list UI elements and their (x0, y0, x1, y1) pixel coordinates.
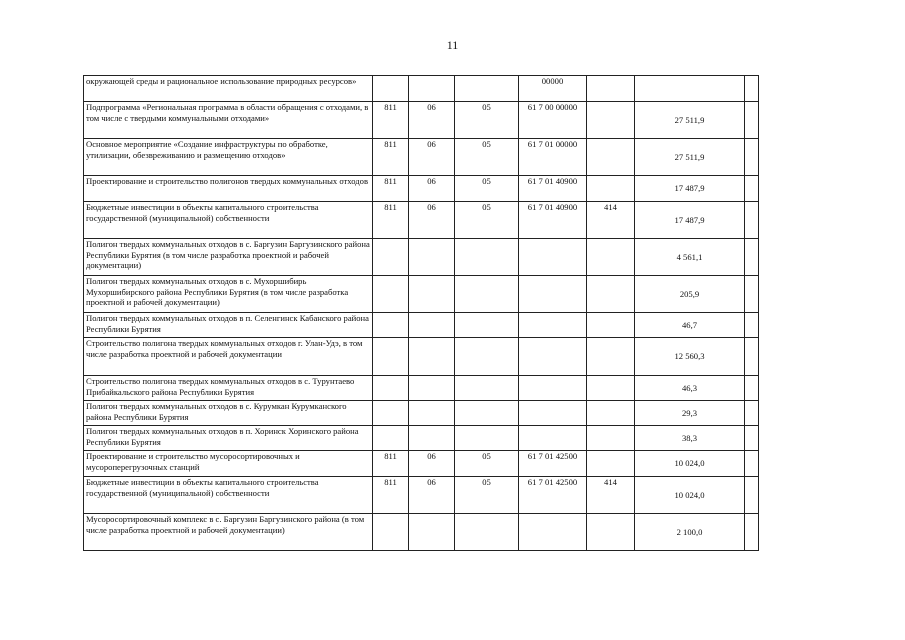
table-row (84, 338, 759, 376)
subsection-code-cell (455, 514, 519, 551)
amount-cell: 27 511,9 (635, 102, 745, 139)
amount-cell: 46,7 (635, 313, 745, 338)
section-code-cell: 06 (409, 477, 455, 514)
table-row (84, 139, 759, 176)
item-name-cell: Полигон твердых коммунальных отходов в с. Баргузин Баргузинского района Республики Бурятия (в том числе разработка проектной и рабочей документации) (84, 239, 373, 276)
expense-code-cell (587, 376, 635, 401)
section-code-cell: 06 (409, 176, 455, 202)
subsection-code-cell (455, 401, 519, 426)
amount-cell: 205,9 (635, 276, 745, 313)
budget-table (83, 75, 759, 551)
ministry-code-cell (373, 401, 409, 426)
item-name-cell: Бюджетные инвестиции в объекты капитального строительства государственной (муниципальной) собственности (84, 202, 373, 239)
subsection-code-cell (455, 313, 519, 338)
ministry-code-cell: 811 (373, 176, 409, 202)
table-row (84, 102, 759, 139)
extra-cell (745, 451, 759, 477)
amount-cell: 12 560,3 (635, 338, 745, 376)
table-row (84, 477, 759, 514)
amount-cell: 2 100,0 (635, 514, 745, 551)
target-code-cell: 61 7 00 00000 (519, 102, 587, 139)
table-row (84, 451, 759, 477)
subsection-code-cell: 05 (455, 202, 519, 239)
section-code-cell (409, 426, 455, 451)
target-code-cell (519, 276, 587, 313)
ministry-code-cell (373, 376, 409, 401)
table-row (84, 401, 759, 426)
section-code-cell (409, 313, 455, 338)
section-code-cell (409, 239, 455, 276)
item-name-cell: Бюджетные инвестиции в объекты капитального строительства государственной (муниципальной) собственности (84, 477, 373, 514)
extra-cell (745, 102, 759, 139)
subsection-code-cell (455, 338, 519, 376)
ministry-code-cell: 811 (373, 477, 409, 514)
item-name-cell: Строительство полигона твердых коммунальных отходов г. Улан-Удэ, в том числе разработка проектной и рабочей документации (84, 338, 373, 376)
extra-cell (745, 176, 759, 202)
ministry-code-cell: 811 (373, 102, 409, 139)
expense-code-cell: 414 (587, 477, 635, 514)
subsection-code-cell (455, 239, 519, 276)
target-code-cell (519, 239, 587, 276)
target-code-cell (519, 376, 587, 401)
extra-cell (745, 202, 759, 239)
table-row (84, 239, 759, 276)
table-row (84, 276, 759, 313)
extra-cell (745, 514, 759, 551)
amount-cell: 46,3 (635, 376, 745, 401)
expense-code-cell (587, 451, 635, 477)
section-code-cell: 06 (409, 451, 455, 477)
section-code-cell (409, 376, 455, 401)
ministry-code-cell: 811 (373, 451, 409, 477)
extra-cell (745, 276, 759, 313)
section-code-cell (409, 338, 455, 376)
ministry-code-cell: 811 (373, 202, 409, 239)
ministry-code-cell (373, 276, 409, 313)
section-code-cell: 06 (409, 202, 455, 239)
extra-cell (745, 76, 759, 102)
extra-cell (745, 376, 759, 401)
item-name-cell: Строительство полигона твердых коммунальных отходов в с. Турунтаево Прибайкальского района Республики Бурятия (84, 376, 373, 401)
budget-table-body (84, 76, 759, 551)
item-name-cell: Основное мероприятие «Создание инфраструктуры по обработке, утилизации, обезвреживанию и размещению отходов» (84, 139, 373, 176)
extra-cell (745, 239, 759, 276)
extra-cell (745, 426, 759, 451)
amount-cell: 17 487,9 (635, 176, 745, 202)
extra-cell (745, 477, 759, 514)
extra-cell (745, 338, 759, 376)
table-row (84, 313, 759, 338)
item-name-cell: Проектирование и строительство мусоросортировочных и мусороперегрузочных станций (84, 451, 373, 477)
subsection-code-cell (455, 426, 519, 451)
ministry-code-cell (373, 313, 409, 338)
table-row (84, 202, 759, 239)
subsection-code-cell: 05 (455, 102, 519, 139)
amount-cell: 29,3 (635, 401, 745, 426)
section-code-cell (409, 276, 455, 313)
amount-cell: 38,3 (635, 426, 745, 451)
table-row (84, 514, 759, 551)
section-code-cell: 06 (409, 139, 455, 176)
target-code-cell: 61 7 01 42500 (519, 477, 587, 514)
amount-cell: 10 024,0 (635, 477, 745, 514)
amount-cell: 27 511,9 (635, 139, 745, 176)
amount-cell: 10 024,0 (635, 451, 745, 477)
extra-cell (745, 139, 759, 176)
expense-code-cell (587, 401, 635, 426)
extra-cell (745, 401, 759, 426)
item-name-cell: Полигон твердых коммунальных отходов в п. Селенгинск Кабанского района Республики Бурятия (84, 313, 373, 338)
ministry-code-cell (373, 76, 409, 102)
table-row (84, 426, 759, 451)
section-code-cell (409, 76, 455, 102)
section-code-cell (409, 514, 455, 551)
target-code-cell: 61 7 01 00000 (519, 139, 587, 176)
expense-code-cell (587, 313, 635, 338)
subsection-code-cell: 05 (455, 176, 519, 202)
target-code-cell: 61 7 01 42500 (519, 451, 587, 477)
ministry-code-cell: 811 (373, 139, 409, 176)
ministry-code-cell (373, 514, 409, 551)
expense-code-cell (587, 426, 635, 451)
target-code-cell (519, 426, 587, 451)
expense-code-cell (587, 102, 635, 139)
page-number: 11 (446, 38, 459, 52)
target-code-cell: 61 7 01 40900 (519, 202, 587, 239)
ministry-code-cell (373, 239, 409, 276)
expense-code-cell (587, 239, 635, 276)
item-name-cell: Полигон твердых коммунальных отходов в п. Хоринск Хоринского района Республики Бурятия (84, 426, 373, 451)
amount-cell: 4 561,1 (635, 239, 745, 276)
table-row (84, 176, 759, 202)
table-row (84, 376, 759, 401)
subsection-code-cell: 05 (455, 139, 519, 176)
extra-cell (745, 313, 759, 338)
amount-cell: 17 487,9 (635, 202, 745, 239)
expense-code-cell (587, 139, 635, 176)
subsection-code-cell (455, 276, 519, 313)
subsection-code-cell (455, 376, 519, 401)
ministry-code-cell (373, 338, 409, 376)
expense-code-cell (587, 338, 635, 376)
item-name-cell: Мусоросортировочный комплекс в с. Баргузин Баргузинского района (в том числе разработка проектной и рабочей документации) (84, 514, 373, 551)
expense-code-cell (587, 76, 635, 102)
target-code-cell (519, 401, 587, 426)
subsection-code-cell (455, 76, 519, 102)
target-code-cell (519, 514, 587, 551)
table-row (84, 76, 759, 102)
expense-code-cell: 414 (587, 202, 635, 239)
amount-cell (635, 76, 745, 102)
target-code-cell: 61 7 01 40900 (519, 176, 587, 202)
section-code-cell (409, 401, 455, 426)
expense-code-cell (587, 514, 635, 551)
item-name-cell: Подпрограмма «Региональная программа в области обращения с отходами, в том числе с твердыми коммунальными отходами» (84, 102, 373, 139)
expense-code-cell (587, 276, 635, 313)
item-name-cell: Проектирование и строительство полигонов твердых коммунальных отходов (84, 176, 373, 202)
target-code-cell (519, 313, 587, 338)
ministry-code-cell (373, 426, 409, 451)
target-code-cell: 00000 (519, 76, 587, 102)
item-name-cell: Полигон твердых коммунальных отходов в с. Мухоршибирь Мухоршибирского района Республики Бурятия (в том числе разработка проектной и рабочей документации) (84, 276, 373, 313)
section-code-cell: 06 (409, 102, 455, 139)
expense-code-cell (587, 176, 635, 202)
subsection-code-cell: 05 (455, 451, 519, 477)
target-code-cell (519, 338, 587, 376)
item-name-cell: окружающей среды и рациональное использование природных ресурсов» (84, 76, 373, 102)
subsection-code-cell: 05 (455, 477, 519, 514)
item-name-cell: Полигон твердых коммунальных отходов в с. Курумкан Курумканского района Республики Бурятия (84, 401, 373, 426)
